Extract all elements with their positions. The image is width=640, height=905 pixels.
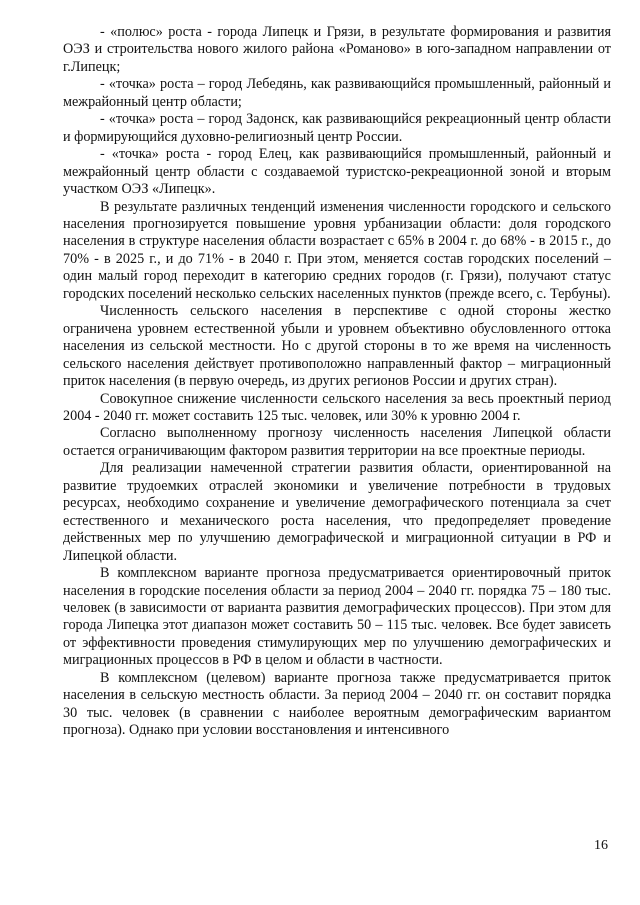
paragraph-growth-point-elets: - «точка» роста - город Елец, как развивающийся промышленный, районный и межрайонный центр области с создаваемой туристско-рекреационной зоной и вторым участком ОЭЗ «Липецк».	[63, 146, 611, 198]
page-number: 16	[594, 838, 608, 853]
paragraph-forecast-limiting-factor: Согласно выполненному прогнозу численность населения Липецкой области остается ограничивающим фактором развития территории на все проектные периоды.	[63, 425, 611, 459]
paragraph-growth-point-zadonsk: - «точка» роста – город Задонск, как развивающийся рекреационный центр области и формирующийся духовно-религиозный центр России.	[63, 111, 611, 145]
paragraph-growth-point-lebedyan: - «точка» роста – город Лебедянь, как развивающийся промышленный, районный и межрайонный центр области;	[63, 76, 611, 110]
paragraph-strategy-measures: Для реализации намеченной стратегии развития области, ориентированной на развитие трудоемких отраслей экономики и увеличение потребности в трудовых ресурсах, необходимо сохранение и увеличение демографического потенциала за счет естественного и механического роста населения, что предопределяет проведение действенных мер по улучшению демографической и миграционной ситуации в РФ и Липецкой области.	[63, 460, 611, 564]
document-page	[63, 24, 611, 740]
paragraph-growth-pole-lipetsk-gryazi: - «полюс» роста - города Липецк и Грязи, в результате формирования и развития ОЭЗ и строительства нового жилого района «Романово» в юго-западном направлении от г.Липецк;	[63, 24, 611, 75]
paragraph-rural-inflow: В комплексном (целевом) варианте прогноза также предусматривается приток населения в сельскую местность области. За период 2004 – 2040 гг. он составит порядка 30 тыс. человек (в сравнении с наиболее вероятным демографическим вариантом прогноза). Однако при условии восстановления и интенсивного	[63, 669, 611, 739]
paragraph-rural-population: Численность сельского населения в перспективе с одной стороны жестко ограничена уровнем естественной убыли и уровнем объективно обусловленного оттока населения из сельской местности. Но с другой стороны в то же время на численность сельского населения действует противоположно направленный фактор – миграционный приток населения (в первую очередь, из других регионов России и других стран).	[63, 303, 611, 390]
paragraph-urban-inflow: В комплексном варианте прогноза предусматривается ориентировочный приток населения в городские поселения области за период 2004 – 2040 гг. порядка 75 – 180 тыс. человек (в зависимости от варианта развития демографических процессов). При этом для города Липецка этот диапазон может составить 50 – 115 тыс. человек. Все будет зависеть от эффективности проведения стимулирующих мер по улучшению демографических и миграционных процессов в РФ в целом и области в частности.	[63, 565, 611, 669]
paragraph-rural-decline: Совокупное снижение численности сельского населения за весь проектный период 2004 - 2040 гг. может составить 125 тыс. человек, или 30% к уровню 2004 г.	[63, 390, 611, 424]
paragraph-urbanization: В результате различных тенденций изменения численности городского и сельского населения прогнозируется повышение уровня урбанизации области: доля городского населения в структуре населения области возрастает с 65% в 2004 г. до 68% - в 2015 г., до 70% - в 2025 г., и до 71% - в 2040 г. При этом, меняется состав городских поселений – один малый город переходит в категорию средних городов (г. Грязи), получают статус городских поселений несколько сельских населенных пунктов (прежде всего, с. Тербуны).	[63, 198, 611, 302]
